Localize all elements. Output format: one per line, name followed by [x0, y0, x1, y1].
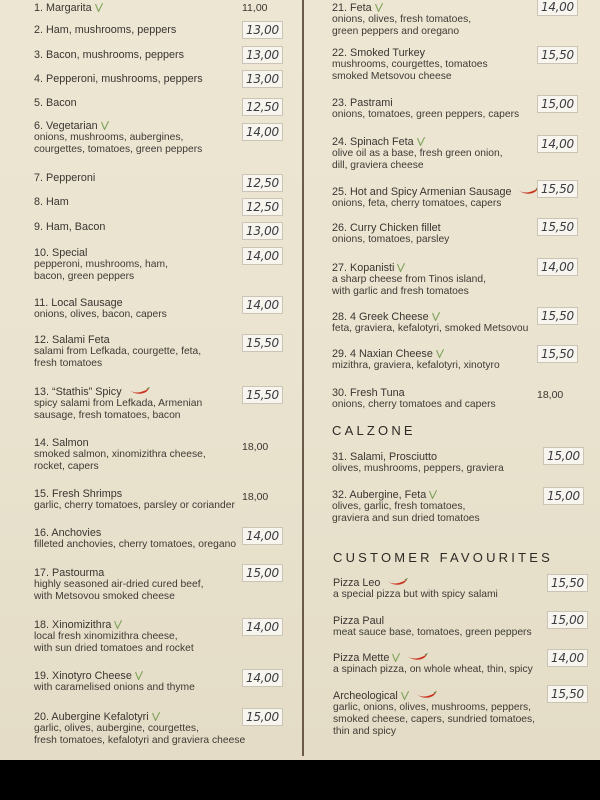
menu-item: [34, 334, 201, 370]
vegetarian-check-icon: [397, 263, 405, 272]
menu-item-name-row: [34, 247, 168, 259]
menu-item-name: 29. 4 Naxian Cheese: [332, 348, 433, 360]
vegetarian-check-icon: [429, 490, 437, 499]
price-sticker: 15,50: [537, 46, 578, 64]
menu-item: [34, 567, 203, 603]
calzone-heading: CALZONE: [332, 423, 416, 438]
menu-item-name: 16. Anchovies: [34, 527, 102, 539]
menu-item-name-row: [332, 47, 488, 59]
menu-item: [34, 619, 194, 655]
menu-item-description: meat sauce base, tomatoes, green peppers: [333, 627, 532, 638]
menu-item-description: onions, tomatoes, green peppers, capers: [332, 109, 520, 120]
chili-pepper-icon: [415, 690, 437, 698]
menu-item-name-row: [34, 24, 176, 36]
menu-item-description: courgettes, tomatoes, green peppers: [34, 144, 203, 155]
menu-item: [34, 2, 103, 14]
menu-item-name-row: [332, 348, 500, 360]
menu-item: [34, 247, 168, 283]
price-sticker: 14,00: [537, 135, 578, 153]
menu-item-name-row: [34, 2, 103, 14]
menu-item-name-row: [333, 652, 533, 664]
menu-item-name: 30. Fresh Tuna: [332, 387, 405, 399]
price-sticker: 13,00: [242, 222, 283, 240]
menu-item-description: a spinach pizza, on whole wheat, thin, spicy: [333, 664, 533, 675]
menu-item-description: filleted anchovies, cherry tomatoes, oregano: [34, 539, 237, 550]
vegetarian-check-icon: [432, 312, 440, 321]
menu-item-description: onions, mushrooms, aubergines,: [34, 132, 184, 143]
menu-item-description: a special pizza but with spicy salami: [333, 589, 498, 600]
menu-item-name: Archeological: [333, 690, 398, 702]
menu-item-name-row: [34, 73, 203, 85]
menu-item: [34, 73, 203, 85]
menu-item-description: salami from Lefkada, courgette, feta,: [34, 346, 202, 357]
menu-item-description: olives, garlic, fresh tomatoes,: [332, 501, 466, 512]
vegetarian-check-icon: [101, 121, 109, 130]
menu-item-name-row: [333, 615, 532, 627]
menu-item-description: garlic, onions, olives, mushrooms, peppers,: [333, 702, 532, 713]
menu-item-name-row: [34, 172, 95, 184]
menu-item: [34, 49, 184, 61]
menu-item-description: local fresh xinomizithra cheese,: [34, 631, 178, 642]
menu-item-name: 17. Pastourma: [34, 567, 105, 579]
menu-item-name: 8. Ham: [34, 196, 69, 208]
column-divider: [302, 0, 304, 756]
menu-item-name: 2. Ham, mushrooms, peppers: [34, 24, 177, 36]
menu-item-name: 1. Margarita: [34, 2, 92, 14]
vegetarian-check-icon: [401, 691, 409, 700]
menu-item-description: feta, graviera, kefalotyri, smoked Metsovou: [332, 323, 529, 334]
menu-item: [34, 527, 236, 551]
menu-item-name: 23. Pastrami: [332, 97, 393, 109]
price-sticker: 14,00: [242, 527, 283, 545]
menu-item: [34, 670, 195, 694]
price-sticker: 15,00: [242, 708, 283, 726]
menu-item: [332, 97, 519, 121]
menu-item-name-row: [34, 527, 236, 539]
menu-item: [333, 652, 533, 676]
menu-item-name-row: [332, 451, 504, 463]
menu-item-name-row: [332, 136, 503, 148]
menu-item-name: 24. Spinach Feta: [332, 136, 414, 148]
price-sticker: 14,00: [242, 296, 283, 314]
menu-item-description: with garlic and fresh tomatoes: [332, 286, 469, 297]
price-sticker: 13,00: [242, 46, 283, 64]
price-sticker: 15,50: [537, 218, 578, 236]
menu-item-description: bacon, green peppers: [34, 271, 135, 282]
price-sticker: 13,00: [242, 70, 283, 88]
price-sticker: 15,50: [537, 307, 578, 325]
menu-item-description: highly seasoned air-dried cured beef,: [34, 579, 204, 590]
menu-item-name: 4. Pepperoni, mushrooms, peppers: [34, 73, 203, 85]
menu-item-name-row: [333, 577, 498, 589]
menu-item: [34, 221, 105, 233]
menu-item-name: 25. Hot and Spicy Armenian Sausage: [332, 186, 512, 198]
chili-pepper-icon: [128, 386, 150, 394]
menu-item-name: 15. Fresh Shrimps: [34, 488, 123, 500]
menu-item-name-row: [34, 711, 245, 723]
menu-item-name-row: [332, 2, 471, 14]
menu-item-description: graviera and sun dried tomatoes: [332, 513, 480, 524]
menu-item: [332, 311, 528, 335]
menu-item-description: green peppers and oregano: [332, 26, 460, 37]
customer-favourites-heading: CUSTOMER FAVOURITES: [333, 550, 553, 565]
menu-item: [333, 690, 535, 738]
menu-item-name: Pizza Leo: [333, 577, 381, 589]
price-sticker: 15,00: [543, 487, 584, 505]
vegetarian-check-icon: [375, 3, 383, 12]
menu-item-name-row: [332, 387, 496, 399]
menu-item-description: pepperoni, mushrooms, ham,: [34, 259, 168, 270]
vegetarian-check-icon: [135, 671, 143, 680]
menu-item-description: with Metsovou smoked cheese: [34, 591, 175, 602]
price-sticker: 15,00: [543, 447, 584, 465]
menu-item-name-row: [34, 97, 77, 109]
menu-item-description: onions, olives, fresh tomatoes,: [332, 14, 472, 25]
menu-item-description: sausage, fresh tomatoes, bacon: [34, 410, 181, 421]
menu-item-name: 12. Salami Feta: [34, 334, 110, 346]
menu-item-name-row: [333, 690, 535, 702]
menu-item-name: 20. Aubergine Kefalotyri: [34, 711, 149, 723]
menu-item-description: smoked cheese, capers, sundried tomatoes,: [333, 714, 536, 725]
menu-item-name: Pizza Mette: [333, 652, 390, 664]
menu-item: [332, 451, 504, 475]
menu-item: [34, 196, 69, 208]
menu-item-name-row: [34, 196, 69, 208]
menu-item: [34, 488, 235, 512]
menu-item-name: 27. Kopanisti: [332, 262, 395, 274]
menu-item-description: garlic, cherry tomatoes, parsley or coriander: [34, 500, 235, 511]
price-sticker: 15,00: [242, 564, 283, 582]
menu-item-name: 11. Local Sausage: [34, 297, 123, 309]
menu-item-name-row: [332, 186, 539, 198]
menu-item-name-row: [332, 222, 449, 234]
menu-item-description: onions, feta, cherry tomatoes, capers: [332, 198, 502, 209]
menu-item-description: rocket, capers: [34, 461, 99, 472]
menu-item-description: spicy salami from Lefkada, Armenian: [34, 398, 203, 409]
menu-item-name: 21. Feta: [332, 2, 372, 14]
price-sticker: 14,00: [547, 649, 588, 667]
menu-item: [34, 297, 167, 321]
menu-item-name: 32. Aubergine, Feta: [332, 489, 427, 501]
menu-item-description: onions, cherry tomatoes and capers: [332, 399, 496, 410]
menu-item-description: with sun dried tomatoes and rocket: [34, 643, 194, 654]
menu-item-description: dill, graviera cheese: [332, 160, 424, 171]
menu-item-name: 28. 4 Greek Cheese: [332, 311, 429, 323]
menu-item-name: 14. Salmon: [34, 437, 89, 449]
menu-item: [333, 577, 498, 601]
menu-item-description: a sharp cheese from Tinos island,: [332, 274, 486, 285]
price-sticker: 15,00: [547, 611, 588, 629]
menu-item-name-row: [34, 619, 194, 631]
vegetarian-check-icon: [114, 620, 122, 629]
menu-item-name-row: [34, 49, 184, 61]
chili-pepper-icon: [406, 652, 428, 660]
price: 18,00: [242, 441, 269, 453]
menu-item: [34, 120, 202, 156]
price-sticker: 14,00: [242, 618, 283, 636]
menu-item-name: 9. Ham, Bacon: [34, 221, 106, 233]
menu-item: [34, 172, 95, 184]
menu-item-name-row: [34, 488, 235, 500]
menu-item: [34, 437, 206, 473]
menu-item: [332, 186, 539, 210]
menu-item-description: onions, olives, bacon, capers: [34, 309, 167, 320]
menu-item-name-row: [34, 567, 203, 579]
menu-item: [332, 262, 486, 298]
bottom-black-bar: [0, 760, 600, 800]
menu-item-description: smoked salmon, xinomizithra cheese,: [34, 449, 206, 460]
vegetarian-check-icon: [392, 653, 400, 662]
menu-item-name-row: [34, 670, 195, 682]
menu-item: [34, 711, 245, 747]
price: 18,00: [537, 389, 564, 401]
price-sticker: 14,00: [537, 258, 578, 276]
menu-item-description: smoked Metsovou cheese: [332, 71, 452, 82]
menu-item-name: 6. Vegetarian: [34, 120, 98, 132]
menu-item-name-row: [34, 120, 202, 132]
price-sticker: 14,00: [242, 247, 283, 265]
menu-item-name: 5. Bacon: [34, 97, 77, 109]
menu-item: [332, 2, 471, 38]
menu-item-description: with caramelised onions and thyme: [34, 682, 195, 693]
price-sticker: 12,50: [242, 98, 283, 116]
menu-item-name: 10. Special: [34, 247, 88, 259]
price-sticker: 14,00: [242, 123, 283, 141]
menu-item: [332, 47, 488, 83]
price-sticker: 12,50: [242, 174, 283, 192]
menu-item-name-row: [34, 437, 206, 449]
price-sticker: 14,00: [537, 0, 578, 16]
menu-item-name-row: [332, 97, 519, 109]
price: 11,00: [242, 2, 268, 14]
chili-pepper-icon: [386, 577, 408, 585]
menu-item: [332, 136, 503, 172]
menu-item-name: 31. Salami, Prosciutto: [332, 451, 438, 463]
menu-item-description: mushrooms, courgettes, tomatoes: [332, 59, 488, 70]
menu-item-description: mizithra, graviera, kefalotyri, xinotyro: [332, 360, 500, 371]
price-sticker: 15,50: [242, 334, 283, 352]
menu-item-name: 19. Xinotyro Cheese: [34, 670, 132, 682]
menu-item: [332, 222, 449, 246]
menu-item-name-row: [34, 386, 202, 398]
price: 18,00: [242, 491, 269, 503]
menu-item-name: Pizza Paul: [333, 615, 385, 627]
menu-item: [34, 97, 77, 109]
price-sticker: 14,00: [242, 669, 283, 687]
menu-item-name-row: [34, 334, 201, 346]
vegetarian-check-icon: [417, 137, 425, 146]
menu-item-name-row: [34, 221, 105, 233]
menu-item-name-row: [332, 311, 528, 323]
price-sticker: 15,50: [547, 574, 588, 592]
menu-item: [34, 386, 202, 422]
menu-item-name-row: [34, 297, 167, 309]
menu-item: [332, 489, 480, 525]
menu-item-description: fresh tomatoes, kefalotyri and graviera cheese: [34, 735, 246, 746]
menu-item-name-row: [332, 489, 480, 501]
menu-item-description: thin and spicy: [333, 726, 396, 737]
price-sticker: 15,50: [547, 685, 588, 703]
menu-item-name: 13. “Stathis” Spicy: [34, 386, 122, 398]
menu-item-description: garlic, olives, aubergine, courgettes,: [34, 723, 199, 734]
price-sticker: 12,50: [242, 198, 283, 216]
menu-item: [332, 387, 496, 411]
menu-item-description: olives, mushrooms, peppers, graviera: [332, 463, 504, 474]
menu-item: [332, 348, 500, 372]
menu-item-description: fresh tomatoes: [34, 358, 103, 369]
menu-item-name: 7. Pepperoni: [34, 172, 96, 184]
price-sticker: 15,00: [537, 95, 578, 113]
menu-item-name: 26. Curry Chicken fillet: [332, 222, 441, 234]
price-sticker: 15,50: [537, 180, 578, 198]
price-sticker: 15,50: [242, 386, 283, 404]
vegetarian-check-icon: [95, 3, 103, 12]
vegetarian-check-icon: [436, 349, 444, 358]
menu-item-description: onions, tomatoes, parsley: [332, 234, 450, 245]
price-sticker: 13,00: [242, 21, 283, 39]
price-sticker: 15,50: [537, 345, 578, 363]
menu-item: [333, 615, 532, 639]
menu-item-name: 22. Smoked Turkey: [332, 47, 426, 59]
menu-item-name: 18. Xinomizithra: [34, 619, 112, 631]
menu-item: [34, 24, 176, 36]
menu-item-name-row: [332, 262, 486, 274]
menu-item-description: olive oil as a base, fresh green onion,: [332, 148, 503, 159]
vegetarian-check-icon: [152, 712, 160, 721]
menu-item-name: 3. Bacon, mushrooms, peppers: [34, 49, 185, 61]
